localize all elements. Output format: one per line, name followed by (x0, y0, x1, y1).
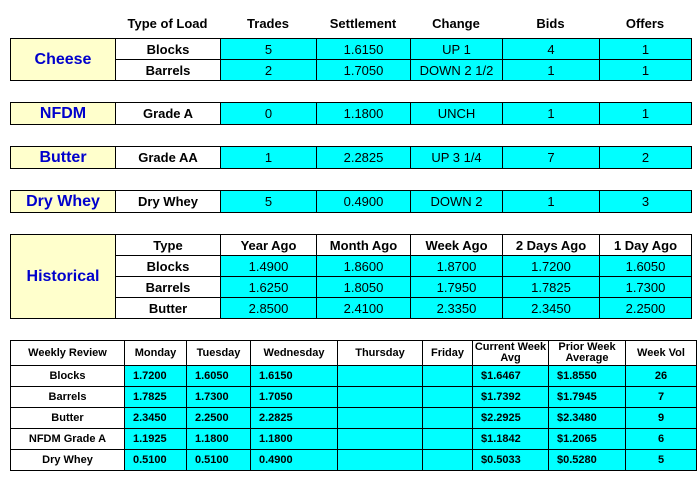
trades-cell: 2 (221, 60, 317, 81)
change-cell: UP 3 1/4 (411, 147, 503, 169)
table-row (11, 408, 697, 429)
category-dry-whey: Dry Whey (11, 191, 116, 213)
category-cheese: Cheese (11, 39, 116, 81)
table-row (11, 429, 697, 450)
cheese-table (10, 38, 692, 81)
change-cell: UP 1 (411, 39, 503, 60)
value-cell: $1.7945 (549, 387, 626, 408)
value-cell: 6 (626, 429, 697, 450)
value-cell: $0.5033 (473, 450, 549, 471)
table-row (11, 450, 697, 471)
column-header: Year Ago (221, 235, 317, 256)
value-cell: 1.8050 (317, 277, 411, 298)
column-header: Week Ago (411, 235, 503, 256)
column-header: Type (116, 235, 221, 256)
column-header: Monday (125, 341, 187, 366)
bids-cell: 4 (503, 39, 600, 60)
value-cell: $1.6467 (473, 366, 549, 387)
column-header: Friday (423, 341, 473, 366)
value-cell: 1.7300 (600, 277, 692, 298)
nfdm-table (10, 102, 692, 125)
value-cell: 1.7200 (125, 366, 187, 387)
value-cell: 26 (626, 366, 697, 387)
value-cell: 0.5100 (125, 450, 187, 471)
table-row (11, 366, 697, 387)
value-cell: 2.4100 (317, 298, 411, 319)
value-cell: $1.7392 (473, 387, 549, 408)
trades-cell: 5 (221, 191, 317, 213)
trades-cell: 1 (221, 147, 317, 169)
offers-cell: 1 (600, 103, 692, 125)
row-label: Barrels (116, 277, 221, 298)
category-butter: Butter (11, 147, 116, 169)
value-cell: 9 (626, 408, 697, 429)
value-cell: 7 (626, 387, 697, 408)
value-cell: 2.2500 (600, 298, 692, 319)
row-label: Grade AA (116, 147, 221, 169)
value-cell (338, 429, 423, 450)
header-type-of-load: Type of Load (127, 16, 208, 31)
value-cell (423, 429, 473, 450)
value-cell: $1.8550 (549, 366, 626, 387)
bids-cell: 1 (503, 191, 600, 213)
column-header: Thursday (338, 341, 423, 366)
trades-cell: 5 (221, 39, 317, 60)
value-cell: 1.4900 (221, 256, 317, 277)
value-cell: 1.1800 (251, 429, 338, 450)
table-row (11, 235, 692, 256)
header-bids: Bids (536, 16, 565, 31)
row-label: Barrels (11, 387, 125, 408)
column-header: 1 Day Ago (600, 235, 692, 256)
value-cell: $1.1842 (473, 429, 549, 450)
column-header: 2 Days Ago (503, 235, 600, 256)
butter-table (10, 146, 692, 169)
value-cell: 2.3450 (503, 298, 600, 319)
value-cell: 1.1925 (125, 429, 187, 450)
value-cell: 0.4900 (251, 450, 338, 471)
value-cell: 1.7200 (503, 256, 600, 277)
value-cell: 1.8600 (317, 256, 411, 277)
header-settlement: Settlement (329, 16, 397, 31)
column-header: Tuesday (187, 341, 251, 366)
value-cell: 1.7825 (503, 277, 600, 298)
category-historical: Historical (11, 235, 116, 319)
row-label: Grade A (116, 103, 221, 125)
table-row (11, 39, 692, 60)
value-cell: 1.7950 (411, 277, 503, 298)
settlement-cell: 1.1800 (317, 103, 411, 125)
column-header: Weekly Review (11, 341, 125, 366)
header-offers: Offers (625, 16, 665, 31)
column-header: Prior Week Average (549, 341, 626, 366)
bids-cell: 7 (503, 147, 600, 169)
value-cell: 1.7050 (251, 387, 338, 408)
table-row (11, 191, 692, 213)
settlement-cell: 2.2825 (317, 147, 411, 169)
header-trades: Trades (247, 16, 289, 31)
value-cell: $1.2065 (549, 429, 626, 450)
value-cell: 2.3350 (411, 298, 503, 319)
value-cell: 5 (626, 450, 697, 471)
value-cell: 1.6150 (251, 366, 338, 387)
dry-whey-table (10, 190, 692, 213)
trades-cell: 0 (221, 103, 317, 125)
column-header: Month Ago (317, 235, 411, 256)
value-cell: $2.3480 (549, 408, 626, 429)
category-nfdm: NFDM (11, 103, 116, 125)
value-cell: $0.5280 (549, 450, 626, 471)
bids-cell: 1 (503, 103, 600, 125)
table-row (11, 147, 692, 169)
value-cell (338, 366, 423, 387)
value-cell: 1.7825 (125, 387, 187, 408)
value-cell: 1.1800 (187, 429, 251, 450)
row-label: NFDM Grade A (11, 429, 125, 450)
row-label: Butter (116, 298, 221, 319)
bids-cell: 1 (503, 60, 600, 81)
value-cell: 1.6050 (187, 366, 251, 387)
row-label: Blocks (11, 366, 125, 387)
row-label: Dry Whey (11, 450, 125, 471)
column-header: Wednesday (251, 341, 338, 366)
offers-cell: 2 (600, 147, 692, 169)
row-label: Dry Whey (116, 191, 221, 213)
change-cell: DOWN 2 1/2 (411, 60, 503, 81)
change-cell: DOWN 2 (411, 191, 503, 213)
row-label: Blocks (116, 39, 221, 60)
value-cell (423, 366, 473, 387)
settlement-cell: 1.6150 (317, 39, 411, 60)
value-cell (423, 450, 473, 471)
offers-cell: 1 (600, 60, 692, 81)
value-cell: 2.2825 (251, 408, 338, 429)
settlement-cell: 1.7050 (317, 60, 411, 81)
value-cell: 1.6050 (600, 256, 692, 277)
row-label: Blocks (116, 256, 221, 277)
value-cell: 0.5100 (187, 450, 251, 471)
offers-cell: 3 (600, 191, 692, 213)
value-cell (338, 450, 423, 471)
value-cell (423, 408, 473, 429)
row-label: Butter (11, 408, 125, 429)
value-cell: 2.8500 (221, 298, 317, 319)
row-label: Barrels (116, 60, 221, 81)
value-cell (338, 408, 423, 429)
value-cell (338, 387, 423, 408)
historical-table (10, 234, 692, 319)
value-cell: 1.8700 (411, 256, 503, 277)
value-cell: 1.7300 (187, 387, 251, 408)
table-row (11, 341, 697, 366)
value-cell: $2.2925 (473, 408, 549, 429)
column-header: Current Week Avg (473, 341, 549, 366)
change-cell: UNCH (411, 103, 503, 125)
value-cell: 2.3450 (125, 408, 187, 429)
offers-cell: 1 (600, 39, 692, 60)
column-header: Week Vol (626, 341, 697, 366)
weekly-review-table (10, 340, 697, 471)
header-change: Change (432, 16, 480, 31)
value-cell: 2.2500 (187, 408, 251, 429)
value-cell: 1.6250 (221, 277, 317, 298)
settlement-cell: 0.4900 (317, 191, 411, 213)
value-cell (423, 387, 473, 408)
table-row (11, 103, 692, 125)
table-row (11, 387, 697, 408)
